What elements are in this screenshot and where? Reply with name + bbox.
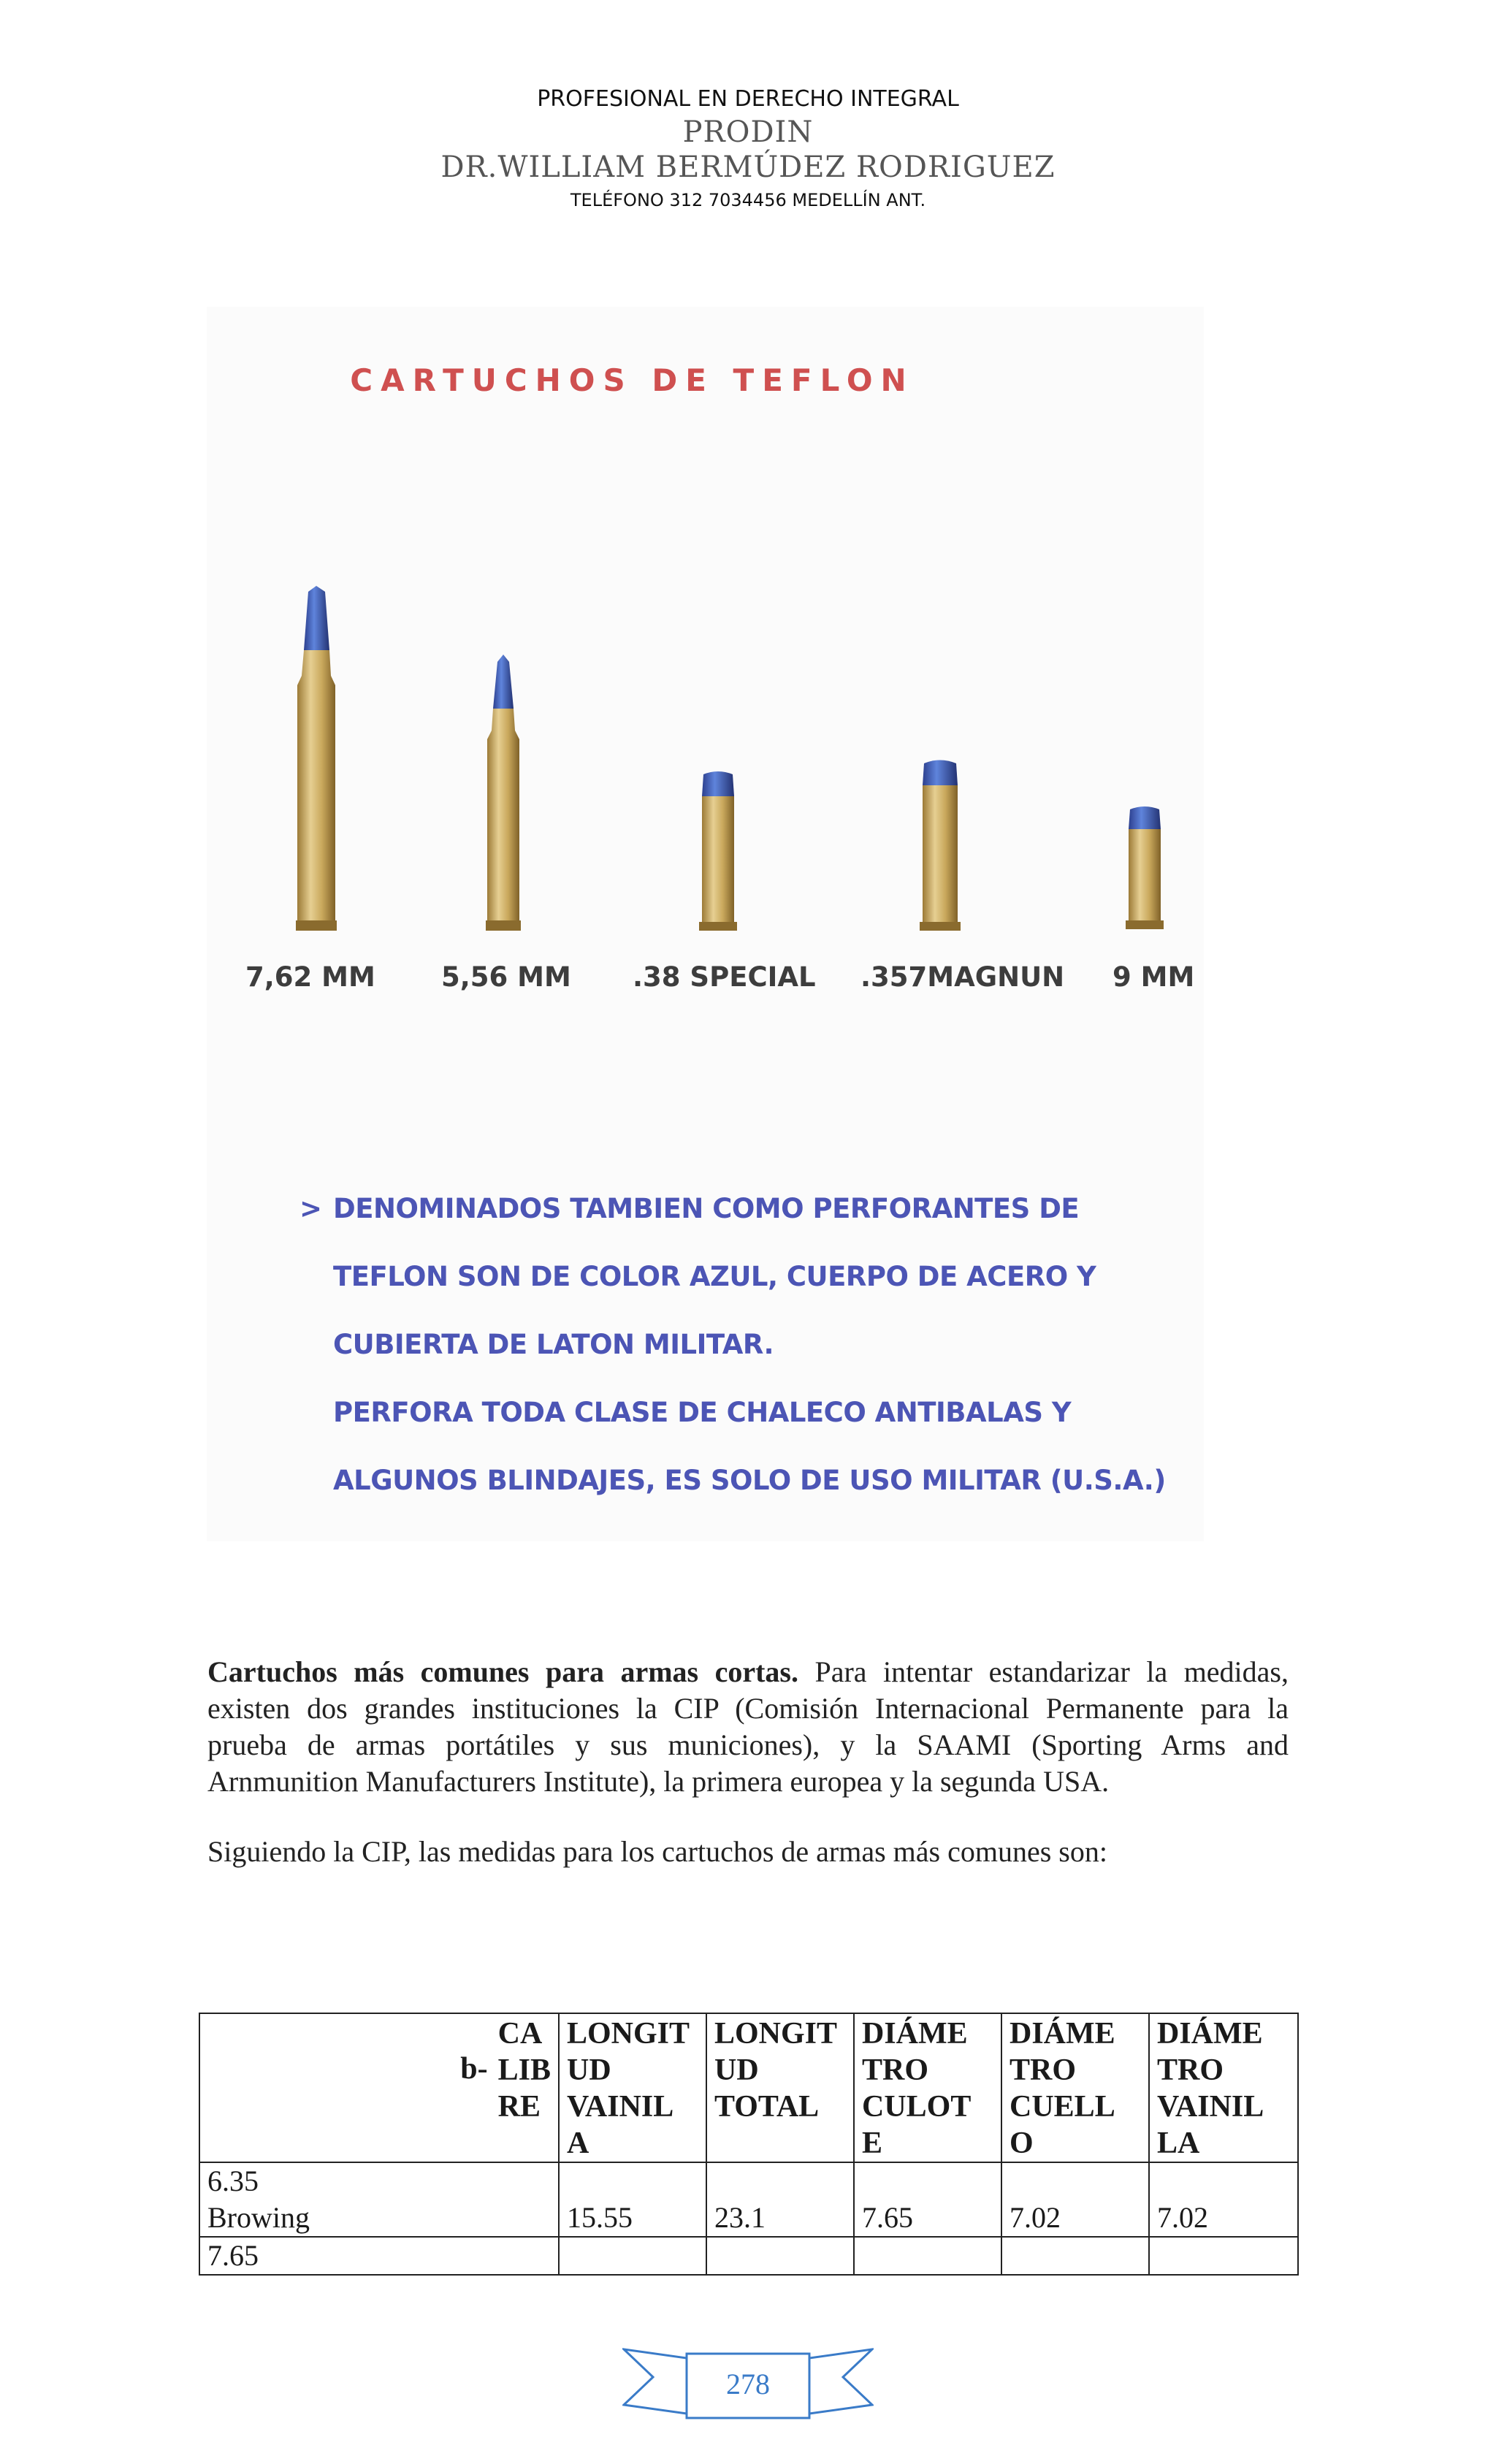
header-contact: TELÉFONO 312 7034456 MEDELLÍN ANT.: [570, 190, 926, 210]
value-cell: 7.02: [1149, 2162, 1298, 2237]
cartridge-38-special-icon: [699, 771, 737, 931]
paragraph-line: existen dos grandes instituciones la CIP (Comisión Internacional Permanente para la: [207, 1692, 1289, 1725]
header-text: A: [567, 2127, 589, 2160]
cartridge-label: 5,56 MM: [441, 961, 571, 993]
caliber-cell: 7.65: [199, 2237, 559, 2275]
page-number: 278: [726, 2368, 770, 2400]
header-text: UD: [567, 2053, 611, 2087]
paragraph-bold-lead: Cartuchos más comunes para armas cortas.: [207, 1655, 798, 1688]
cartridge-762-icon: [296, 586, 337, 931]
value-cell: [1149, 2237, 1298, 2275]
header-case-diameter: [1149, 2013, 1298, 2162]
table-row: [199, 2237, 1298, 2275]
header-text: CULOT: [862, 2090, 972, 2124]
header-text: RE: [497, 2090, 541, 2124]
header-firm-acronym: PRODIN: [682, 115, 814, 149]
header-text: TRO: [1010, 2053, 1077, 2087]
header-caliber: [199, 2013, 559, 2162]
header-total-length: [706, 2013, 854, 2162]
header-text: VAINIL: [567, 2090, 674, 2124]
bullet-marker: >: [299, 1193, 322, 1224]
value-cell: 15.55: [559, 2162, 706, 2237]
paragraph-line: [207, 1654, 1289, 1690]
slide-title: CARTUCHOS DE TEFLON: [350, 362, 915, 398]
header-firm-name: PROFESIONAL EN DERECHO INTEGRAL: [537, 86, 959, 112]
header-base-diameter: [854, 2013, 1001, 2162]
value-cell: [854, 2237, 1001, 2275]
paragraph-intro-table: Siguiendo la CIP, las medidas para los cartuchos de armas más comunes son:: [207, 1835, 1107, 1868]
slide-note-line: ALGUNOS BLINDAJES, ES SOLO DE USO MILITAR (U.S.A.): [333, 1465, 1166, 1496]
cartridge-label: .38 SPECIAL: [633, 961, 816, 993]
header-text: TRO: [862, 2053, 929, 2087]
value-cell: [1001, 2237, 1149, 2275]
paragraph-line: Arnmunition Manufacturers Institute), la primera europea y la segunda USA.: [207, 1765, 1110, 1798]
cartridge-label: 7,62 MM: [245, 961, 375, 993]
header-text: DIÁME: [862, 2017, 968, 2051]
header-text: UD: [714, 2053, 759, 2087]
header-text: CA: [497, 2017, 543, 2051]
value-cell: 7.02: [1001, 2162, 1149, 2237]
header-text: TOTAL: [714, 2090, 820, 2124]
header-text: VAINIL: [1157, 2090, 1264, 2124]
cartridge-label: .357MAGNUN: [860, 961, 1065, 993]
header-neck-diameter: [1001, 2013, 1149, 2162]
header-text: E: [862, 2127, 883, 2160]
value-cell: [559, 2237, 706, 2275]
paragraph-line: prueba de armas portátiles y sus municiones), y la SAAMI (Sporting Arms and: [207, 1728, 1289, 1761]
caliber-text: 6.35: [207, 2164, 259, 2197]
header-text: O: [1010, 2127, 1034, 2160]
cartridge-357-magnum-icon: [920, 760, 961, 931]
header-text: LONGIT: [567, 2017, 690, 2051]
slide-note-line: CUBIERTA DE LATON MILITAR.: [333, 1329, 774, 1360]
cartridges-illustration: [207, 555, 1204, 964]
header-text: DIÁME: [1010, 2017, 1115, 2051]
slide-note-line: PERFORA TODA CLASE DE CHALECO ANTIBALAS Y: [333, 1397, 1072, 1428]
header-text: DIÁME: [1157, 2017, 1263, 2051]
cartridge-556-icon: [486, 655, 521, 931]
value-cell: 23.1: [706, 2162, 854, 2237]
caliber-prefix: b-: [460, 2052, 488, 2086]
header-text: LIB: [497, 2053, 551, 2087]
cartridge-measurements-table: [199, 2013, 1299, 2276]
value-cell: [706, 2237, 854, 2275]
header-author: DR.WILLIAM BERMÚDEZ RODRIGUEZ: [440, 150, 1056, 184]
slide-note-line: DENOMINADOS TAMBIEN COMO PERFORANTES DE: [333, 1193, 1080, 1224]
cartridge-9mm-icon: [1126, 806, 1164, 929]
header-text: TRO: [1157, 2053, 1224, 2087]
caliber-text: Browing: [207, 2201, 310, 2234]
header-text: LONGIT: [714, 2017, 838, 2051]
value-cell: 7.65: [854, 2162, 1001, 2237]
header-case-length: [559, 2013, 706, 2162]
cartridge-label: 9 MM: [1113, 961, 1195, 993]
slide-note-line: TEFLON SON DE COLOR AZUL, CUERPO DE ACERO Y: [333, 1261, 1096, 1292]
table-header-row: [199, 2013, 1298, 2162]
header-text: CUELL: [1010, 2090, 1115, 2124]
caliber-cell: [199, 2162, 559, 2237]
header-text: LA: [1157, 2127, 1200, 2160]
table-row: [199, 2162, 1298, 2237]
paragraph-text: Para intentar estandarizar la medidas,: [798, 1655, 1289, 1688]
